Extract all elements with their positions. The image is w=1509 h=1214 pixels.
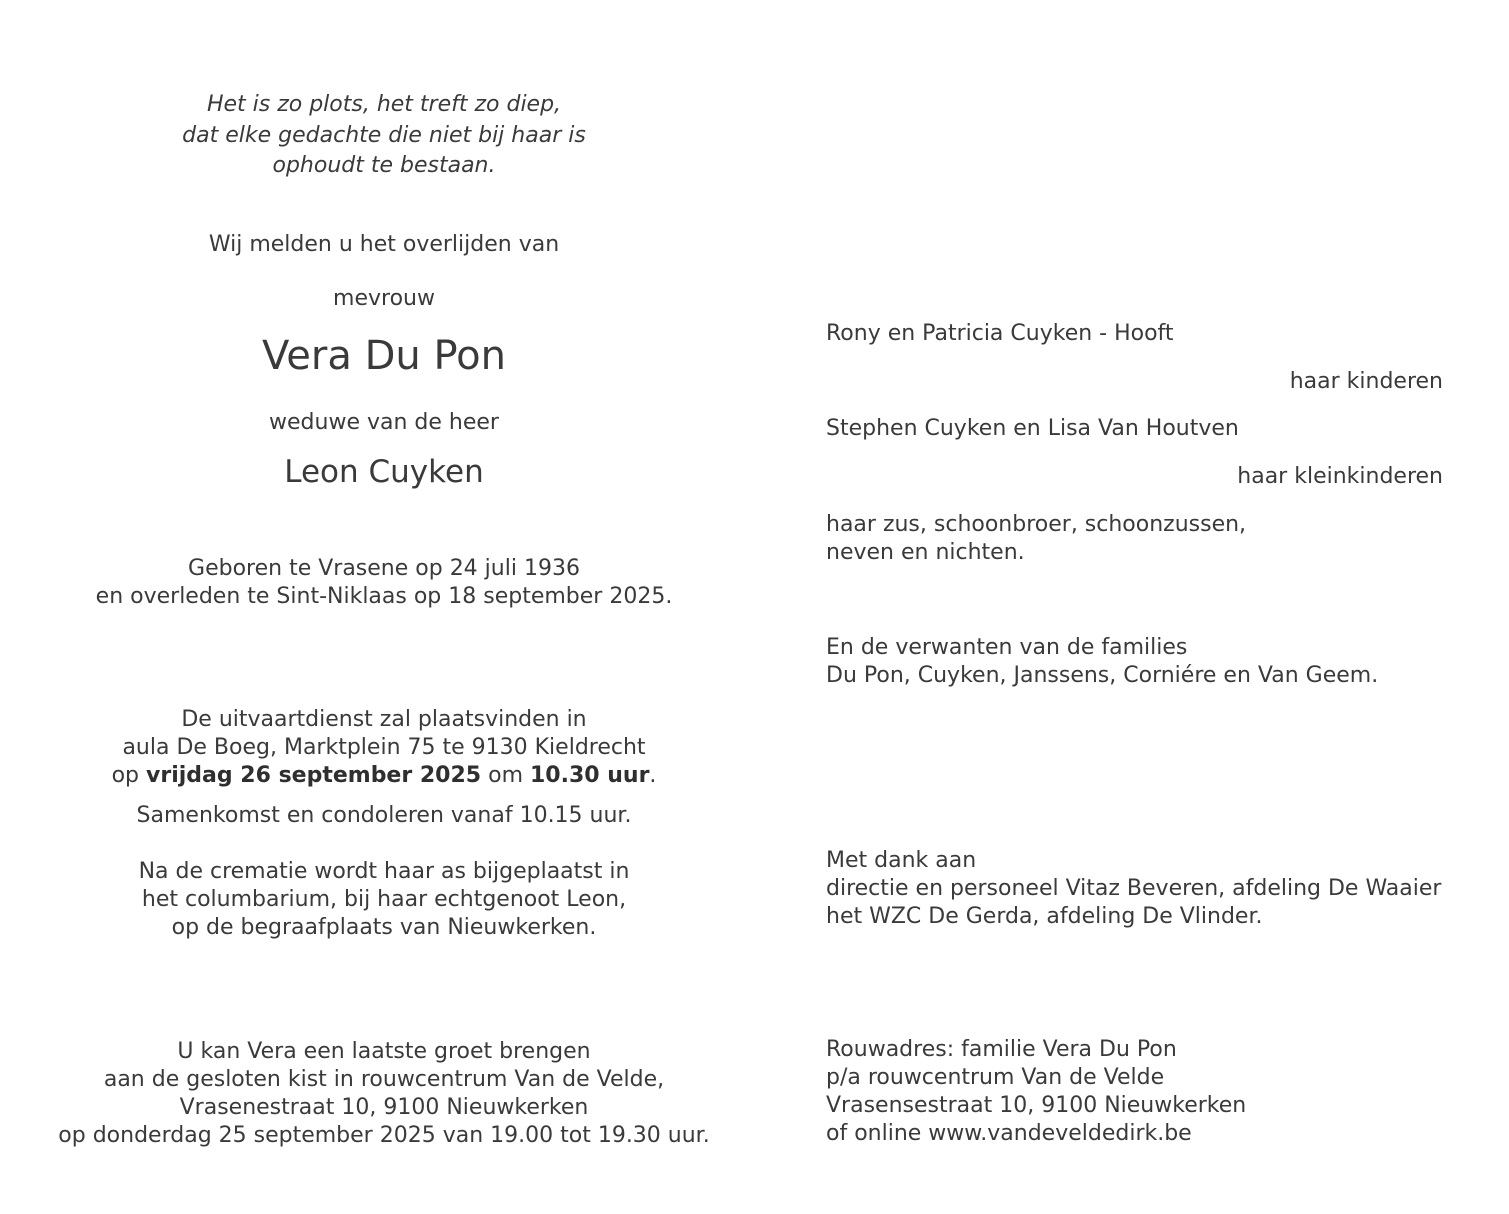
families-line: En de verwanten van de families [826,635,1188,660]
grandchildren-names: Stephen Cuyken en Lisa Van Houtven [826,416,1239,441]
thanks [826,847,1441,931]
birth-line: Geboren te Vrasene op 24 juli 1936 [188,556,580,581]
widow-of: weduwe van de heer [269,410,499,435]
gathering-info: Samenkomst en condoleren vanaf 10.15 uur. [136,803,632,828]
visitation-line: aan de gesloten kist in rouwcentrum Van de Velde, [103,1067,665,1092]
families [826,634,1378,690]
announcement: Wij melden u het overlijden van [208,232,560,257]
grandchildren-label: haar kleinkinderen [1237,464,1443,489]
siblings-line: neven en nichten. [826,540,1025,565]
service-time: 10.30 uur [530,763,650,788]
thanks-line: directie en personeel Vitaz Beveren, afdeling De Waaier [826,876,1442,901]
thanks-line: Met dank aan [826,848,977,873]
poem-line: dat elke gedachte die niet bij haar is [182,122,586,148]
address-line: Rouwadres: familie Vera Du Pon [826,1037,1177,1062]
visitation-line: Vrasenestraat 10, 9100 Nieuwkerken [179,1095,589,1120]
siblings [826,511,1246,567]
families-line: Du Pon, Cuyken, Janssens, Corniére en Van Geem. [826,663,1379,688]
children-label: haar kinderen [1289,369,1443,394]
death-line: en overleden te Sint-Niklaas op 18 september 2025. [95,584,673,609]
service-om: om [488,763,523,788]
service-location: aula De Boeg, Marktplein 75 te 9130 Kieldrecht [122,735,646,760]
service-info [0,706,768,790]
cremation-line: Na de crematie wordt haar as bijgeplaatst in [138,859,630,884]
service-period: . [649,763,657,788]
cremation-line: het columbarium, bij haar echtgenoot Leon, [141,887,627,912]
visitation-line: U kan Vera een laatste groet brengen [177,1039,591,1064]
siblings-line: haar zus, schoonbroer, schoonzussen, [826,512,1247,537]
mourning-address [826,1036,1246,1148]
poem [0,90,768,182]
cremation-line: op de begraafplaats van Nieuwkerken. [171,915,597,940]
deceased-name: Vera Du Pon [262,333,506,379]
title-mevrouw: mevrouw [333,286,435,311]
spouse-name: Leon Cuyken [284,454,484,490]
cremation-info [0,858,768,942]
thanks-line: het WZC De Gerda, afdeling De Vlinder. [826,904,1263,929]
poem-line: Het is zo plots, het treft zo diep, [206,92,562,117]
children-names: Rony en Patricia Cuyken - Hooft [826,321,1174,346]
service-op: op [111,763,140,788]
visitation-line: op donderdag 25 september 2025 van 19.00 tot 19.30 uur. [58,1123,710,1148]
birth-death-dates [0,555,768,611]
poem-line: ophoudt te bestaan. [272,153,496,178]
service-datetime [0,762,768,790]
address-line: Vrasensestraat 10, 9100 Nieuwkerken [826,1093,1247,1118]
service-line: De uitvaartdienst zal plaatsvinden in [181,707,587,732]
address-line: p/a rouwcentrum Van de Velde [826,1065,1165,1090]
service-date: vrijdag 26 september 2025 [146,763,482,788]
address-line: of online www.vandeveldedirk.be [826,1121,1192,1146]
visitation-info [0,1038,768,1150]
